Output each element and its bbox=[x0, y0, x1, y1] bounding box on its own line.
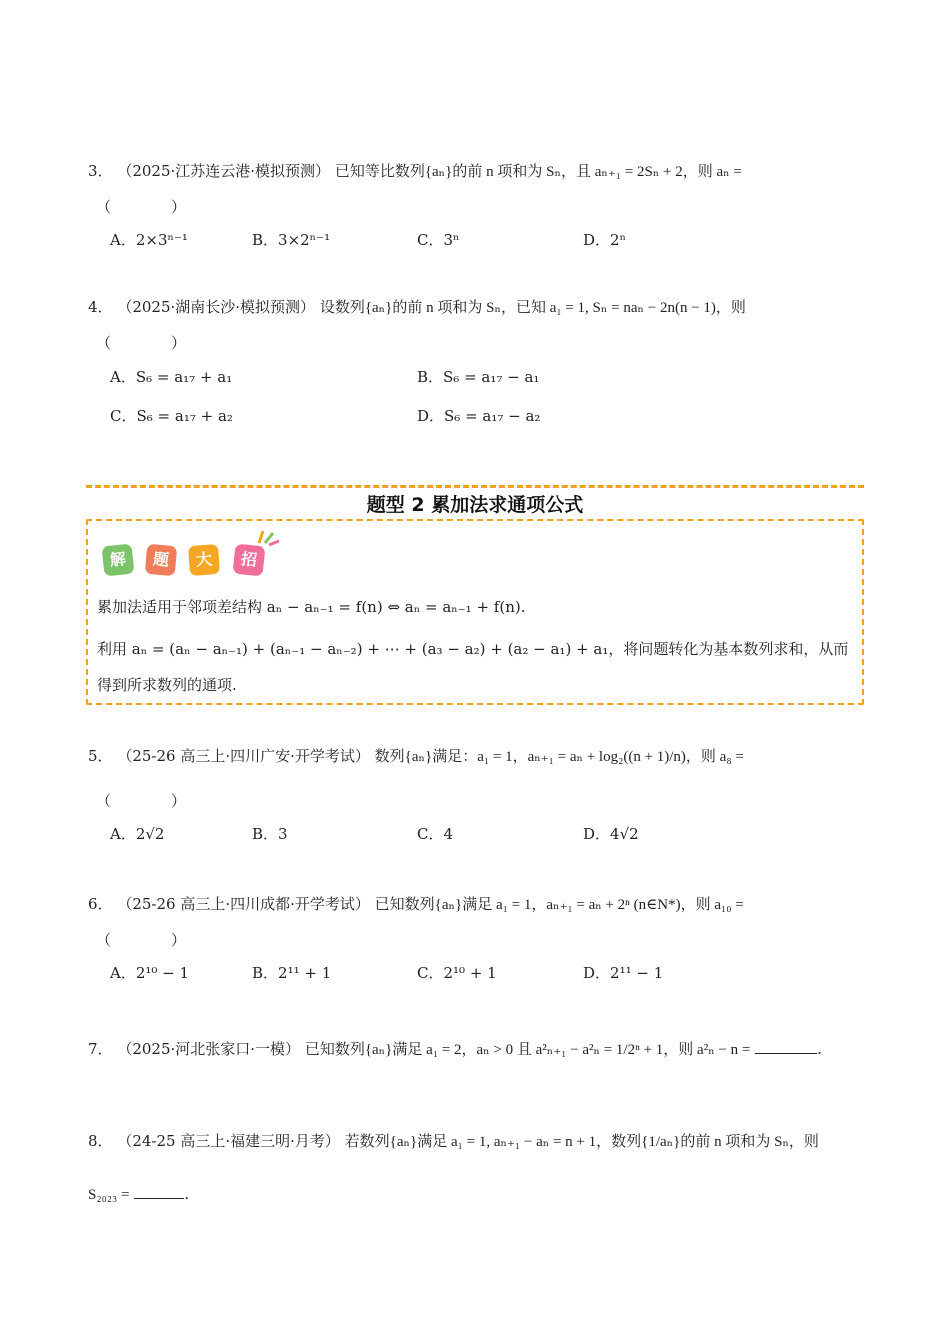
answer-blank[interactable] bbox=[134, 1184, 184, 1199]
answer-blank[interactable] bbox=[755, 1039, 817, 1054]
answer-paren: （ ） bbox=[96, 198, 187, 216]
option-a: A．2×3ⁿ⁻¹ bbox=[110, 231, 188, 249]
question-source: （25-26 高三上·四川广安·开学考试） bbox=[117, 747, 370, 765]
section-title: 题型 2 累加法求通项公式 bbox=[366, 494, 584, 516]
question-number: 6． bbox=[88, 895, 113, 913]
question-7 bbox=[88, 1038, 822, 1059]
option-d: D．S₆ = a₁₇ − a₂ bbox=[417, 407, 541, 425]
question-3 bbox=[88, 160, 742, 181]
end-mark: . bbox=[817, 1040, 822, 1058]
badge-jie: 解 bbox=[102, 544, 135, 577]
question-5 bbox=[88, 745, 744, 766]
tip-line-3: 得到所求数列的通项. bbox=[97, 676, 237, 694]
tip-line-2: 利用 aₙ = (aₙ − aₙ₋₁) + (aₙ₋₁ − aₙ₋₂) + ⋯ + (a₃ − a₂) + (a₂ − a₁) + a₁，将问题转化为基本数列求和，从而 bbox=[97, 640, 849, 658]
badge-ti: 题 bbox=[145, 544, 178, 577]
tip-line-1: 累加法适用于邻项差结构 aₙ − aₙ₋₁ = f(n) ⇔ aₙ = aₙ₋₁ + f(n). bbox=[97, 598, 526, 616]
answer-paren: （ ） bbox=[96, 931, 187, 949]
option-c: C．4 bbox=[417, 825, 454, 843]
option-c: C．3ⁿ bbox=[417, 231, 460, 249]
question-source: （2025·河北张家口·一模） bbox=[117, 1040, 301, 1058]
question-number: 8． bbox=[88, 1132, 113, 1150]
section-divider bbox=[86, 485, 864, 488]
question-source: （24-25 高三上·福建三明·月考） bbox=[117, 1132, 340, 1150]
option-a: A．2¹⁰ − 1 bbox=[110, 964, 190, 982]
question-stem: 已知等比数列{aₙ}的前 n 项和为 Sₙ，且 aₙ₊₁ = 2Sₙ + 2，则 aₙ = bbox=[334, 164, 742, 180]
option-d: D．2¹¹ − 1 bbox=[583, 964, 664, 982]
option-d: D．2ⁿ bbox=[583, 231, 627, 249]
option-b: B．2¹¹ + 1 bbox=[252, 964, 332, 982]
answer-paren: （ ） bbox=[96, 792, 187, 810]
sparkle-icon bbox=[255, 525, 281, 547]
badge-da: 大 bbox=[188, 544, 220, 576]
question-4 bbox=[88, 296, 746, 317]
question-stem: 若数列{aₙ}满足 a₁ = 1, aₙ₊₁ − aₙ = n + 1，数列{1/aₙ}的前 n 项和为 Sₙ，则 bbox=[344, 1134, 819, 1150]
end-mark: . bbox=[184, 1185, 190, 1203]
option-b: B．3×2ⁿ⁻¹ bbox=[252, 231, 331, 249]
question-stem: 设数列{aₙ}的前 n 项和为 Sₙ，已知 a₁ = 1, Sₙ = naₙ − 2n(n − 1)，则 bbox=[319, 300, 746, 316]
question-source: （2025·湖南长沙·模拟预测） bbox=[117, 298, 316, 316]
option-a: A．2√2 bbox=[110, 825, 165, 843]
question-source: （25-26 高三上·四川成都·开学考试） bbox=[117, 895, 370, 913]
badge-zhao: 招 bbox=[233, 544, 266, 577]
question-number: 7． bbox=[88, 1040, 113, 1058]
question-8-answer-line bbox=[88, 1184, 189, 1204]
option-c: C．S₆ = a₁₇ + a₂ bbox=[110, 407, 233, 425]
question-stem: 已知数列{aₙ}满足 a₁ = 1，aₙ₊₁ = aₙ + 2ⁿ (n∈N*)，则 a₁₀ = bbox=[374, 897, 744, 913]
answer-prefix: S₂₀₂₃ = bbox=[88, 1187, 130, 1203]
question-6 bbox=[88, 893, 744, 914]
question-number: 3． bbox=[88, 162, 113, 180]
option-c: C．2¹⁰ + 1 bbox=[417, 964, 497, 982]
option-d: D．4√2 bbox=[583, 825, 639, 843]
question-stem: 已知数列{aₙ}满足 a₁ = 2，aₙ > 0 且 a²ₙ₊₁ − a²ₙ = 1/2ⁿ + 1，则 a²ₙ − n = bbox=[304, 1042, 751, 1058]
question-stem: 数列{aₙ}满足：a₁ = 1，aₙ₊₁ = aₙ + log₂((n + 1)/n)，则 a₈ = bbox=[374, 749, 744, 765]
answer-paren: （ ） bbox=[96, 334, 187, 352]
option-b: B．S₆ = a₁₇ − a₁ bbox=[417, 368, 540, 386]
question-source: （2025·江苏连云港·模拟预测） bbox=[117, 162, 331, 180]
question-number: 5． bbox=[88, 747, 113, 765]
question-number: 4． bbox=[88, 298, 113, 316]
option-b: B．3 bbox=[252, 825, 288, 843]
option-a: A．S₆ = a₁₇ + a₁ bbox=[110, 368, 233, 386]
question-8 bbox=[88, 1130, 819, 1151]
